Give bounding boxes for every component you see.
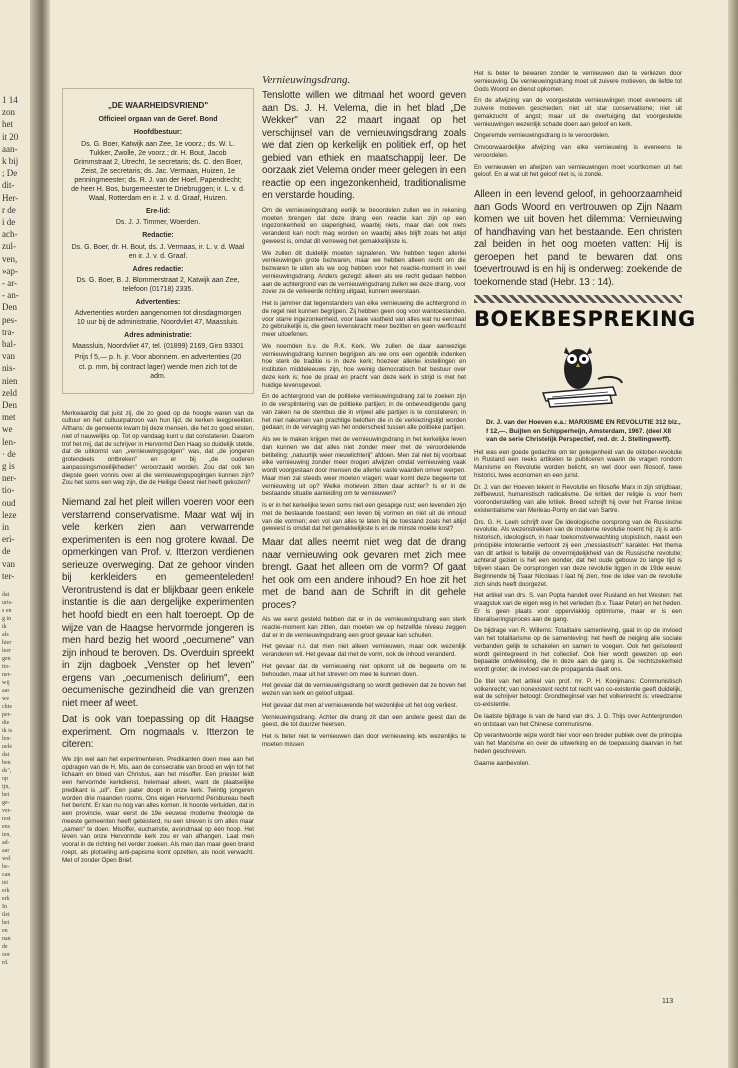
margin-fragment: len- [2, 436, 16, 447]
col2-paragraph: Het gevaar dat men al vernieuwende het wezenlijke uit het oog verliest. [262, 701, 458, 709]
col1-main-paragraph: Niemand zal het pleit willen voeren voor een verstarrend conservatisme. Maar wat wij in vele kerken zien aan verwarrende experimenten is een nog grotere kwaal. De opmerkingen van Prof. v. Itterzon verdienen serieuze overweging. Dat ze gehoor vinden bij kerkleiders en gemeenteleden! Verontrustend is dat er blijkbaar geen enkele instantie is die aan dergelijke experimenten het hoofd biedt en een halt toeroept. Op de wijze van de Haagse hervormde jongeren is men hard bezig het woord „oecumene" van zijn inhoud te beroven. Ds. Overduin spreekt in zijn dagboek „Venster op het leven" ergens van „oecumenisch delirium", een oecumenische gezindheid die van grenzen niet meer af weet. [62, 497, 254, 709]
margin-fragment-small: op [2, 776, 8, 782]
masthead-section-heading: Redactie: [142, 232, 174, 240]
masthead-subtitle: Officieel orgaan van de Geref. Bond [98, 116, 218, 124]
margin-fragment-small: als [2, 632, 9, 638]
masthead-section-text: Maassluis, Noordvliet 47, tel. (01899) 2169, Giro 93301 [72, 343, 244, 351]
review-paragraph: Drs. G. H. Leeh schrijft over De ideologische oorsprong van de Russische revolutie. Als wezenstrekken van de moderne revolutie noemt hij: zij is anti-historisch, ideologisch, in haar toekomstverwachting utopistisch, naast een principiële intolerantie vertoont zij een „messiastisch" karakter. Het thema van dit artikel is feitelijk de onvermijdelijkheid van de Russische revolutie; achteraf gezien is het een wonder, dat het oude gebouw zo lange tijd is blijven staan. De oorsprongen van deze revolutie liggen in de 19de eeuw. Beginnende bij Tsaar Nicolaas I laat hij zien, hoe de idee van de revolutie zich sinds heeft doorgezet. [474, 518, 682, 588]
margin-fragment-small: dat [2, 592, 10, 598]
margin-fragment: eri- [2, 534, 15, 545]
margin-fragment-small: ver- [2, 808, 12, 814]
col1-intro: Merkwaardig dat juist zij, die zo goed op de hoogte waren van de cultuur en het cultuurpatroon van hun tijd, de kerken leegpreekten. Althans: de gemeente kwam bij deze mensen, die het zo goed wisten, niet of nauwelijks op. Tot op vandaag kunt u dat constateren. Daarom trof het mij, dat de schrijver in Hervormd Den Haag so duidelijk stelde, dat de uitkomst van „vernieuwingsgolgen" was, dat „de jongeren grotendeels ontbreken" en er bij „de ouderen aanpassingsmoeilijkheden" veroorzaakt worden. Zou dat ook ten diepste geen vonnis over al die vernieuwingspogingen kunnen zijn? Zou het soms een weg zijn, die de Heilige Geest niet heeft gekozen? [62, 409, 254, 487]
col2-paragraph: Het is beter niet te vernieuwen dan door vernieuwing iets wezenlijks te moeten missen [262, 733, 466, 748]
margin-fragment: bal- [2, 339, 16, 349]
margin-fragment: Den [2, 400, 17, 410]
section-title: Vernieuwingsdrang. [262, 74, 351, 86]
margin-fragment: Her- [2, 192, 19, 203]
col3-paragraph: En de afwijzing van de voorgestelde vernieuwingen moet eveneens uit zuivere motieven geschieden; niet uit star conservatisme; niet uit gemakzucht of angst; maar uit de overtuiging dat voorgestelde vernieuwingen wezenlijk schade doen aan geloof en kerk. [474, 97, 682, 128]
margin-fragment-small: ik is [2, 728, 13, 734]
col2-paragraph: Het gevaar dat de vernieuwing niet opkomt uit de begeerte om te behouden, maar uit het streven om mee te kunnen doen. [262, 662, 466, 678]
margin-fragment-small: rd. [2, 960, 9, 966]
margin-fragment-small: en [2, 928, 8, 934]
margin-fragment-small: In [2, 904, 7, 910]
margin-fragment: tra- [2, 326, 15, 337]
col2-paragraph: Om de vernieuwingsdrang eerlijk te beoordelen zullen we in rekening moeten brengen dat deze drang een reactie kan zijn op een ingezonkenheid en slaperigheid, waarbij niets, maar dan ook niets veranderd kan noch mag worden en waarbij alles blijft zoals het altijd geweest is, omdat dit verreweg het gemakkelijkste is. [262, 206, 466, 245]
col2-paragraph: Is er in het kerkelijke leven soms niet een gesapige rust; een levenden zijn met de bestaande toestand; een leven bij vormen en niet uit de inhoud van die vormen; een vol van alles te laten bij de toestand zoals het altijd geweest is omdat dat het gemakkelijkste is en de minste moeite kost? [262, 502, 466, 533]
margin-fragment-small: de [2, 944, 8, 950]
masthead-section-heading: Adres administratie: [124, 332, 192, 340]
previous-page-edge [0, 0, 30, 1068]
margin-fragment: - an- [2, 290, 19, 301]
margin-fragment-small: gen [2, 656, 11, 662]
review-paragraph: Gaarne aanbevolen. [474, 759, 531, 767]
book-spine [30, 0, 50, 1068]
margin-fragment: nis- [2, 363, 16, 374]
margin-fragment-small: erk [2, 888, 10, 894]
ornamental-divider [474, 295, 682, 303]
margin-fragment: oud [2, 497, 16, 508]
margin-fragment: aan- [2, 143, 18, 154]
margin-fragment: - ar- [2, 278, 18, 288]
margin-fragment-small: ens [2, 824, 10, 830]
margin-fragment: g is [2, 461, 15, 471]
column-1 [62, 70, 254, 868]
margin-fragment-small: be- [2, 864, 10, 870]
margin-fragment: van [2, 558, 15, 569]
margin-fragment: leze [2, 509, 17, 520]
margin-fragment: r de [2, 204, 16, 215]
masthead-section-text: Ds. G. Boer, dr. H. Bout, ds. J. Vermaas, ir. L. v. d. Waal en ir. J. v. d. Graaf. [71, 243, 245, 260]
margin-fragment: met [2, 412, 16, 423]
col2-paragraph: Vernieuwingsdrang. Achter die drang zit dan een andere geest dan de geest, die tot duurzer heersen. [262, 713, 466, 729]
margin-fragment: het [2, 119, 13, 130]
margin-fragment-small: ik [2, 624, 7, 630]
review-heading: BOEKBESPREKING [474, 307, 696, 332]
masthead-section-text: Ds. G. Boer, Katwijk aan Zee, 1e voorz.; ds. W. L. Tukker, Zwolle, 2e voorz.; dr. H. Bout, Jacob Grimmstraat 2, Utrecht, 1e secretaris; ds. C. den Boer, Zeist, 2e secretaris; ds. Jac. Vermaas, Huizen, 1e penningmeester; ds. R. J. van der Hoef, Papendrecht; de heer H. Bos, burgemeester te Driebruggen; ir. L. v. d. Waal, Rotterdam en ir. J. v. d. Graaf, Huizen. [71, 140, 245, 203]
margin-fragment-small: g in [2, 616, 12, 622]
margin-fragment: de [2, 546, 11, 557]
col2-paragraph: Als we eerst gesteld hebben dat er in de vernieuwingsdrang een sterk reactie-moment kan zitten, dan moeten we op hetzelfde niveau zeggen dat er in de vernieuwingsdrang een groot gevaar kan schuilen. [262, 616, 466, 639]
margin-fragment: · de [2, 448, 16, 459]
margin-fragment-small: iet [2, 880, 8, 886]
col2-main-paragraph: Maar dat alles neemt niet weg dat de drang naar vernieuwing ook gevaren met zich mee brengt. Gaat het alleen om de vorm? Of gaat het ook om een andere inhoud? En hoe zit het met de band aan de Schrift in dit gehele proces? [262, 537, 466, 611]
margin-fragment-small: nan [2, 936, 11, 942]
review-paragraph: Het was een goede gedachte om ter gelegenheid van de oktober-revolutie in Rusland een reeks artikelen te publiceren waarin de vragen rondom Marxisme en Revolutie worden belicht, en wel door een filosoof, twee historici, twee economen en een jurist. [474, 448, 682, 479]
margin-fragment-small: chte [2, 704, 12, 710]
margin-fragment: ach- [2, 229, 18, 240]
margin-fragment-small: die [2, 720, 10, 726]
col2-intro: Tenslotte willen we ditmaal het woord geven aan Ds. J. H. Velema, die in het blad „De Wekker" van 22 maart ingaat op het verschijnsel van de vernieuwingsdrang zoals we dat zien op kerkelijk en politiek erf, op het gebied van ethiek en maatschappij leer. De oorzaak ziet Velema onder meer gelegen in een reactie op een ingezonkenheid, traditionalisme en verstarde houding. [262, 90, 466, 202]
margin-fragment-small: ner- [2, 672, 12, 678]
col1-quote: We zijn wel aan het experimenteren. Predikanten doen mee aan het opdragen van de H. Mis, aan de consecratie van brood en wijn tot het lichaam en bloed van Christus, aan het misoffer. Een priester leidt een hervormde kerkdienst, helemaal alleen, want de plaatselijke predikant is „uit". Een pater doopt in onze kerk. Twintig jongeren worden drie maanden rooms. Ons eigen Hervormd Persbureau heeft het bericht. Er kan nu nog van alles komen. Ik hoorde verluiden, dat in een provincie, waar eerst de 19e eeuwse moderne theologie de meeste gemeenten heeft geteisterd, nu een streven is om alles maar „samen" te doen. Misoffer, eucharistie, avondmaal op één hoop. Het leven van onze Hervormde kerk zou er van afhangen. Laat men vooral in de richting het verder zoeken. Als men dan maar geen brand roept, als plotseling anti-papisme komt opzetten, als nooit verwacht. Met of zonder Open Brief. [62, 755, 254, 864]
margin-fragment: i de [2, 217, 16, 227]
masthead-section-text: Advertenties worden aangenomen tot dinsdagmorgen 10 uur bij de administratie, Noordvliet 47, Maassluis. [74, 310, 242, 327]
owl-on-books-icon [528, 335, 628, 413]
margin-fragment: ven, [2, 253, 18, 264]
masthead-section-text: Ds. G. Boer, B. J. Blommerstraat 2, Katwijk aan Zee, telefoon (01718) 2335. [76, 276, 240, 293]
column-3 [474, 70, 696, 771]
margin-fragment: nien [2, 375, 18, 386]
margin-fragment: k bij [2, 156, 19, 166]
col1-main-paragraph-2: Dat is ook van toepassing op dit Haagse experiment. Om nogmaals v. Itterzon te citeren: [62, 714, 254, 751]
review-paragraph: De laatste bijdrage is van de hand van drs. J. D. Thijs over Achtergronden en ontstaan van het Chinese communisme. [474, 712, 682, 728]
page-edge-right [728, 0, 738, 1068]
col2-paragraph: We noemden b.v. de R.K. Kerk. We zullen de daar aanwezige vernieuwingsdrang kunnen begrijpen als we ons een ogenblik indenken hoe sterk de traditie is in deze kerk; hoezeer allerlei instellingen en instituten middeleeuws zijn, hoe weinig democratisch het bestuur over deze kerk is; hoe de praal en pracht van deze kerk in strijd is met het huidige levensgevoel. [262, 342, 466, 389]
margin-fragment: ner- [2, 473, 17, 484]
margin-fragment: 1 14 [2, 95, 18, 105]
margin-fragment-small: wij [2, 680, 10, 686]
margin-fragment: dit- [2, 180, 15, 191]
margin-fragment-small: ds", [2, 768, 12, 774]
col2-paragraph: Als we te maken krijgen met de vernieuwingsdrang in het kerkelijke leven dan kunnen we dat alles niet zonder meer met de veroordelende betiteling: „natuurlijk weer nieuwlichterij" afdoen. Men zal niet bij voorbaat elke vernieuwing zonder meer mogen afwijzen omdat vernieuwing vaak wordt voorgestaan door mensen die allerlei vaste waarden omver werpen. Maar men zal steeds weer moeten vragen: waar komt deze begeerte tot vernieuwing uit op? Welke motieven zitten daar achter? Is er in de bestaande situatie aanleiding om te vernieuwen? [262, 436, 466, 498]
margin-fragment: ; De [2, 168, 18, 179]
margin-fragment-small: ben [2, 760, 11, 766]
masthead-section-heading: Advertenties: [135, 298, 181, 306]
margin-fragment-small: oor [2, 952, 10, 958]
col3-paragraph: Ongeremde vernieuwingsdrang is te veroordelen. [474, 132, 610, 140]
margin-fragment-small: len- [2, 736, 12, 742]
margin-fragment-small: erk [2, 896, 10, 902]
col2-paragraph: Het gevaar dat de vernieuwingsdrang so wordt gedreven dat ze boven het wezen van kerk en geloof uitgaat. [262, 682, 466, 698]
masthead-title: „DE WAARHEIDSVRIEND" [107, 101, 209, 110]
col3-main-paragraph: Alleen in een levend geloof, in gehoorzaamheid aan Gods Woord en vertrouwen op Zijn Naam komen we uit boven het dilemma: Vernieuwing of handhaving van het bestaande. Een christen zal beiden in het oog moeten vatten: Hij is geroepen het pand te bewaren dat ons toevertrouwd is en hij is onderweg: zoekende de toekomende stad (Hebr. 13 : 14). [474, 189, 682, 288]
masthead-section-heading: Ere-lid: [145, 208, 171, 216]
masthead-section-text: Ds. J. J. Timmer, Woerden. [115, 219, 201, 227]
margin-fragment: in [2, 522, 10, 532]
col3-paragraph: Het is beter te bewaren zonder te vernieuwen dan te verliezen door vernieuwing. De vernieuwingsdrang moet uit zuivere motieven, de liefde tot Gods Woord en dienst opkomen. [474, 70, 682, 93]
margin-fragment: zon [2, 107, 15, 118]
masthead-section-heading: Hoofdbestuur: [133, 129, 183, 137]
masthead-box [62, 88, 254, 394]
margin-fragment-small: ge- [2, 800, 10, 806]
margin-fragment-small: wel [2, 856, 11, 862]
margin-fragment-small: ijn, [2, 784, 10, 790]
margin-fragment-small: rest [2, 816, 11, 822]
margin-fragment-small: het [2, 920, 10, 926]
margin-fragment-small: aar [2, 688, 10, 694]
page-number: 113 [662, 998, 674, 1005]
masthead-section-heading: Adres redactie: [132, 265, 184, 273]
margin-fragment: we [2, 424, 13, 435]
margin-fragment-small: s en [2, 608, 12, 614]
col3-paragraph: En vernieuwen en afwijzen van vernieuwingen moet voortkomen uit het geloof. En al wat uit het geloof niet is, is zonde. [474, 163, 682, 179]
margin-fragment-small: nele [2, 744, 12, 750]
col2-paragraph: We zullen dit duidelijk moeten signaleren. We hebben tegen allerlei vernieuwingen grote bezwaren, maar we hebben alleen recht om die bezwaren te uiten als we oog hebben voor het reactie-moment in veel vernieuwingsdrang. Anders gezegd: alleen als we recht gedaan hebben aan de achtergrond van de vernieuwingsdrang zullen we deze drang, voor zover ze de verkeerde richting uitgaat, kunnen weerstaan. [262, 249, 466, 296]
margin-fragment-small: per- [2, 712, 12, 718]
review-paragraph: De titel van het artikel van prof. mr. P. H. Kooijmans: Communistisch volkenrecht; van nonexistent recht tot recht van co-existentie geeft duidelijk, wat de schrijver betoogt: Grondbeginsel van het volkenrecht is: vreedzame co-existentie. [474, 677, 682, 709]
col3-paragraph: Onvoorwaardelijke afwijzing van elke vernieuwing is eveneens te veroordelen. [474, 144, 682, 159]
masthead-section-text: Prijs f 5,— p. h. jr. Voor abonnem. en advertenties (20 ct. p. mm, bij contract lager) wende men zich tot de adm. [74, 354, 242, 380]
margin-fragment: tio- [2, 485, 15, 496]
margin-fragment-small: tio- [2, 664, 11, 670]
margin-fragment-small: we [2, 696, 9, 702]
col2-paragraph: En de achtergrond van de politieke vernieuwingsdrang zal te zoeken zijn in de versplintering van de politieke partijen; in de onbevredigende gang van zaken na de stembus die in vrijwel alle partijen is te constateren; in het niet nakomen van prachtige beloften die in de verkiezingstijd worden gedaan; in de vervaging van het onderscheid tussen alle politieke partijen. [262, 393, 466, 432]
margin-fragment-small: aar [2, 848, 10, 854]
review-paragraph: Op verantwoorde wijze wordt hier voor een breder publiek over de principia van het Marxisme en over de uitwerking en de toepassing daarvan in het heden geschreven. [474, 732, 682, 755]
margin-fragment-small: ten, [2, 832, 11, 838]
review-paragraph: Dr. J. van der Hoeven tekent in Revolutie en filosofie Marx in zijn strijdbaar, zelfbewust, humanistisch radicalisme. De kritiek der religie is voor hem vooronderstelling van alle kritiek. Breed schrijft hij over het Franse linkse existentialisme van Merleau-Ponty en dat van Sartre. [474, 483, 682, 514]
margin-fragment-small: het [2, 792, 10, 798]
review-paragraph: Het artikel van drs. S. van Popta handelt over Rusland en het Westen: het vraagstuk van de eigen weg in het verleden (b.v. Tsaar Peter) en het heden. Er is geen plaats voor oppervlakkig optimisme, maar er is een liberaliseringsproces aan de gang. [474, 592, 682, 623]
review-paragraph: De bijdrage van R. Willems: Totalitaire samenleving, gaat in op de invloed van het totalitarisme op de samenleving: het heeft de neiging alle sociale verbanden gelijk te schakelen en samen te voegen. Ook het geïsoleerd wordt geïntegreerd in het collectief. Ook hier wordt gewezen op een bepaalde ontwikkeling, die in deze aan de gang is. De rechtszekerheid wordt groter; de invloed van de propaganda daalt ons. [474, 627, 682, 674]
margin-fragment: Den [2, 302, 17, 313]
margin-fragment-small: uris- [2, 600, 13, 606]
margin-fragment: zeld [2, 387, 17, 398]
margin-fragment-small: dat [2, 752, 10, 758]
margin-fragment: it 20 [2, 131, 19, 142]
col2-paragraph: Het gevaar n.l. dat men niet alleen vernieuwen, maar ook wezenlijk veranderen wil. Het gevaar dat met de vorm, ook de inhoud veranderd. [262, 643, 466, 659]
margin-fragment-small: hier [2, 640, 12, 646]
margin-fragment: ter- [2, 570, 15, 581]
margin-fragment: zul- [2, 241, 16, 252]
margin-fragment-small: ad- [2, 840, 10, 846]
column-2 [262, 70, 466, 753]
review-book-info: Dr. J. van der Hoeven e.a.: MARXISME EN REVOLUTIE 312 blz., f 12,—. Buijten en Schipperheijn, Amsterdam, 1967. (deel XII van de serie Christelijk Perspectief, red. dr. J. Stellingwerff). [486, 419, 681, 444]
col2-paragraph: Het is jammer dat tegenstanders van elke vernieuwing die achtergrond in de regel niet kunnen begrijpen. Zij hebben geen oog voor wantoestanden, voor starre ingezonkenheid, voor taaie vastheid van alles wat nu eenmaal zo gebruikelijk is, die geen levenskracht meer bezitten en geen werfkracht meer uitoefenen. [262, 300, 466, 339]
margin-fragment-small: can [2, 872, 11, 878]
margin-fragment: pes- [2, 314, 17, 325]
margin-fragment-small: leer [2, 648, 11, 654]
margin-fragment: »ap- [2, 265, 18, 276]
margin-fragment-small: ilet [2, 912, 10, 918]
margin-fragment: van [2, 351, 15, 362]
